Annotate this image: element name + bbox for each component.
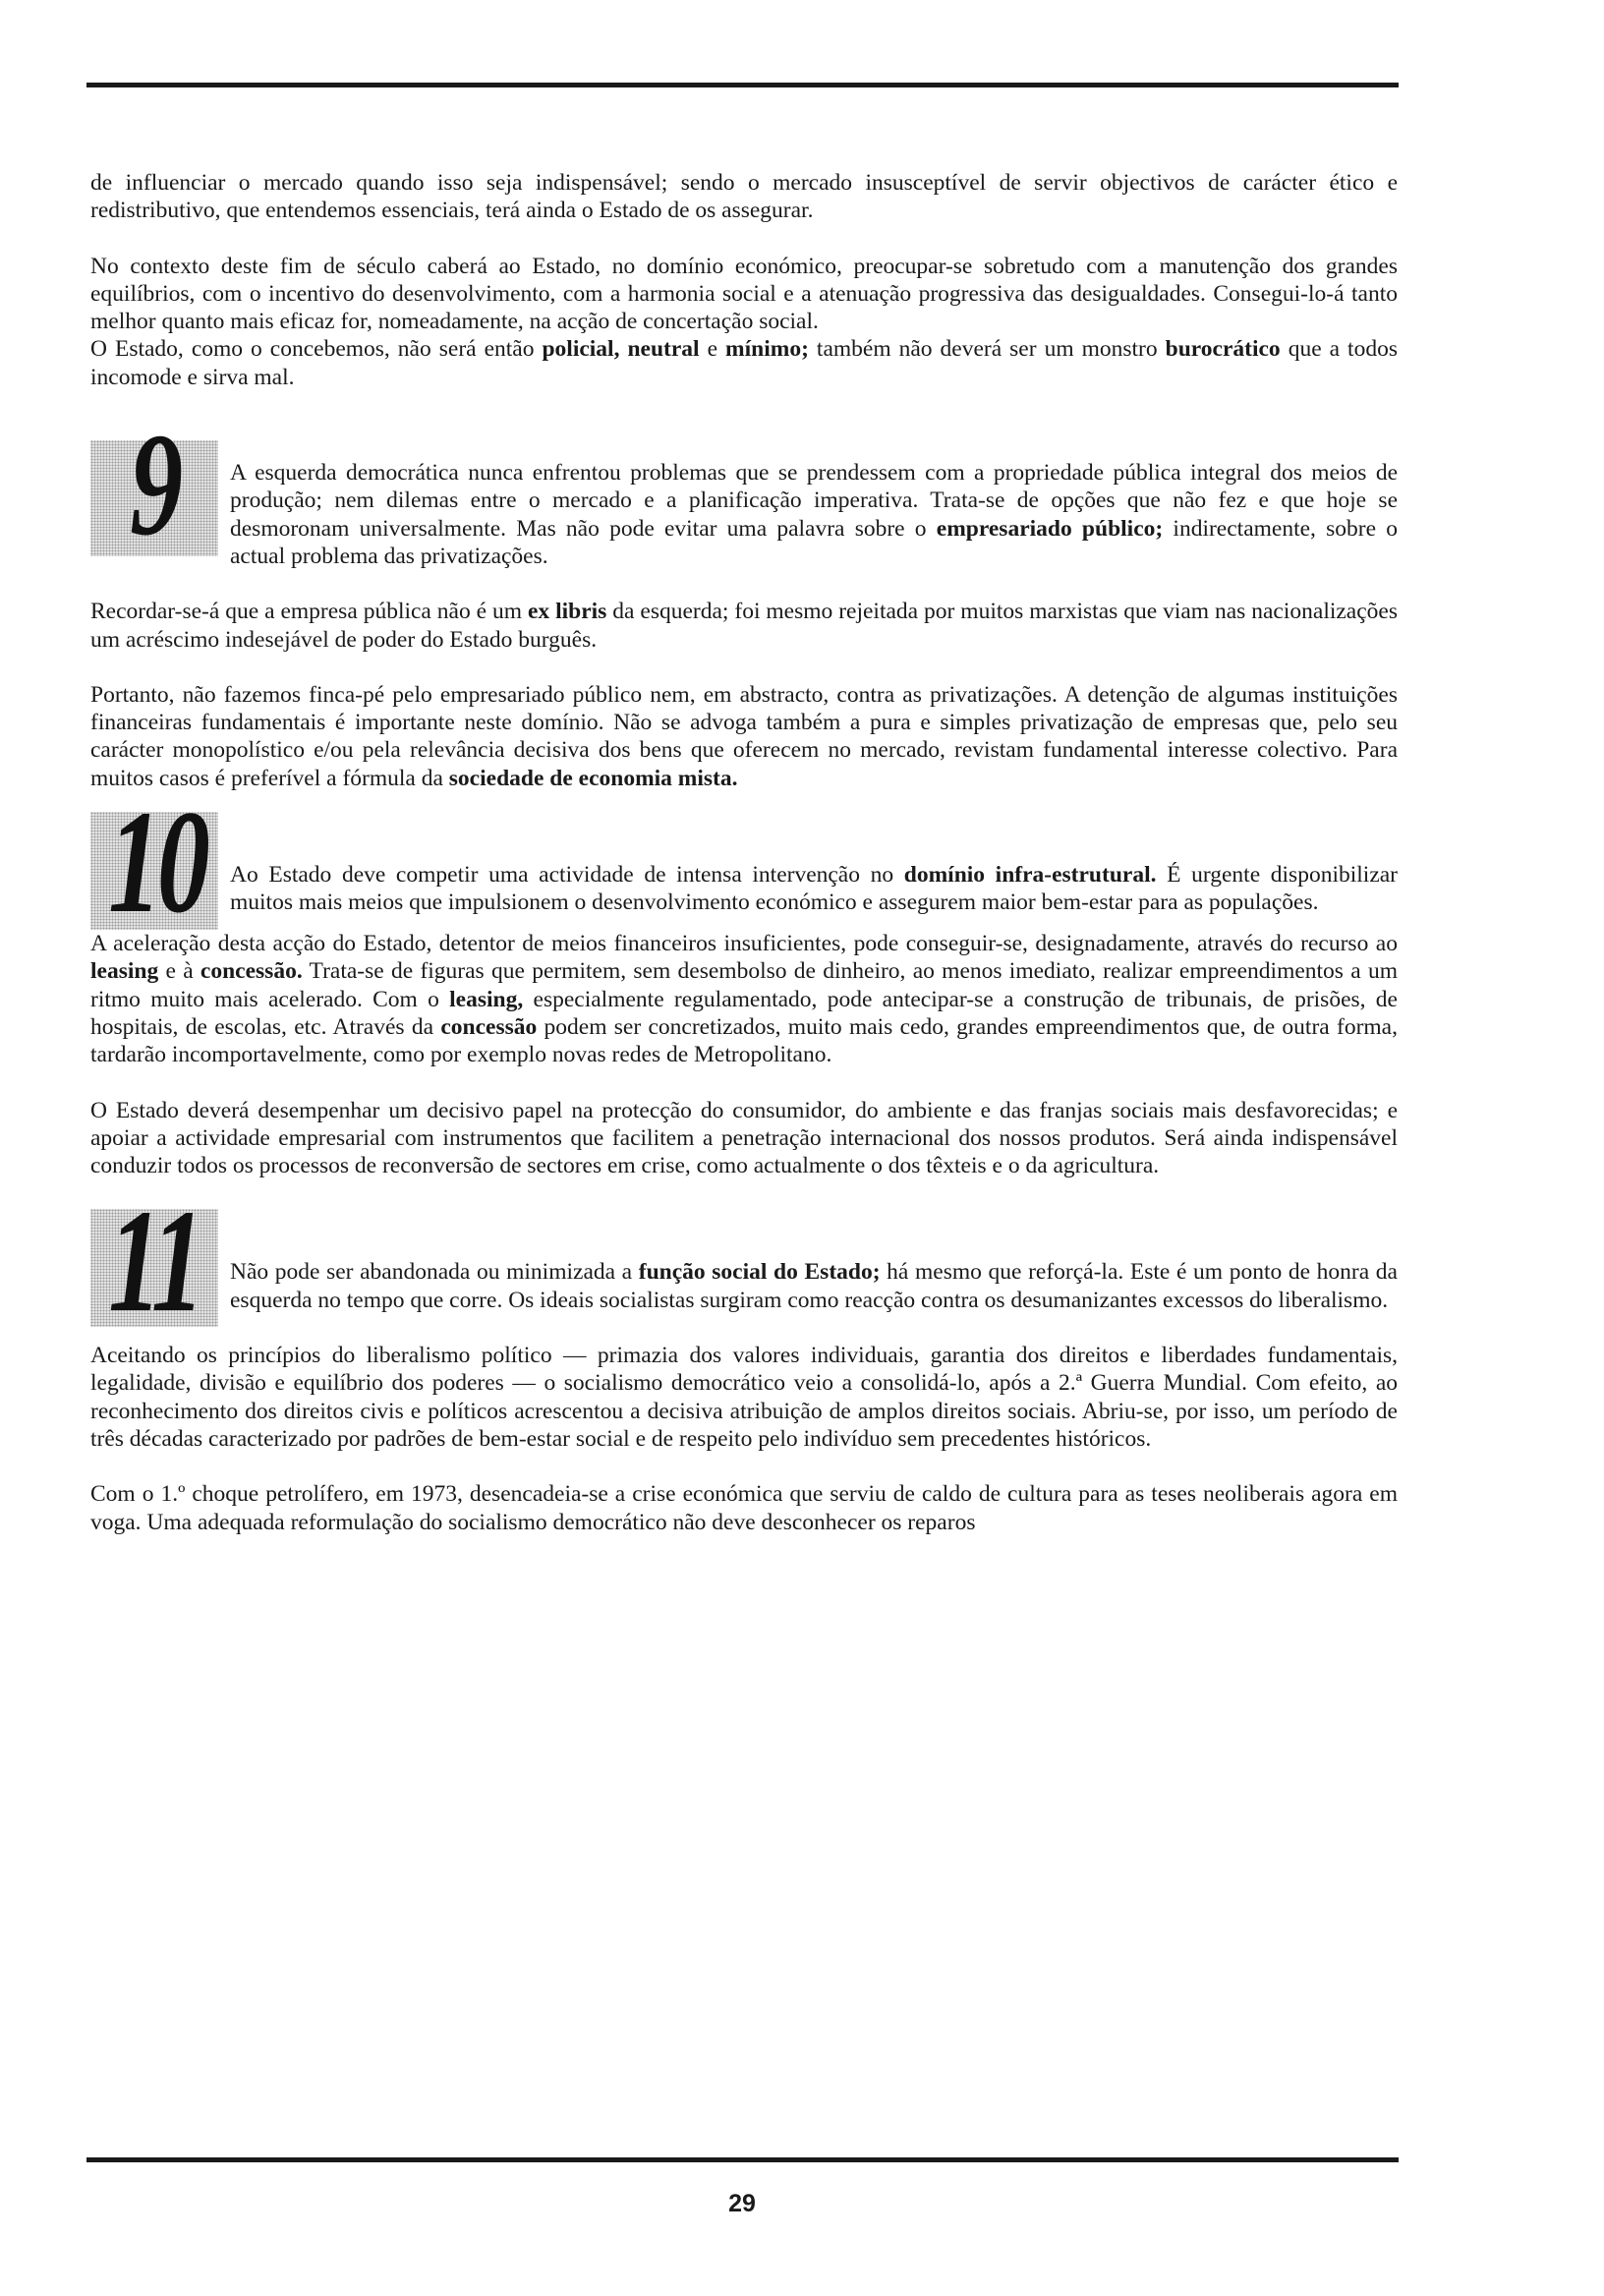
section-number-box: [90, 1179, 218, 1344]
section-10-paragraph-3: O Estado deverá desempenhar um decisivo papel na protecção do consumidor, do ambiente e das franjas sociais mais desfavorecidas; e apoiar a actividade empresarial com instrumentos que facilitem a penetração internacional dos nossos produtos. Será ainda indispensável conduzir todos os processos de reconversão de sectores em crise, como actualmente o dos têxteis e o da agricultura.: [90, 1097, 1398, 1179]
bold-term: sociedade de economia mista.: [448, 765, 738, 791]
bold-term: neutral: [627, 336, 700, 363]
section-11: [90, 1179, 1398, 1535]
text-run: da esquerda; foi mesmo rejeitada por muitos marxistas que viam nas nacionalizações um acréscimo indesejável de poder do Estado burguês.: [90, 599, 1398, 653]
section-11-paragraph-2: Aceitando os princípios do liberalismo político — primazia dos valores individuais, garantia dos direitos e liberdades fundamentais, legalidade, divisão e equilíbrio dos poderes — o socialismo democrático veio a consolidá-lo, após a 2.ª Guerra Mundial. Com efeito, ao reconhecimento dos direitos civis e políticos acrescentou a decisiva atribuição de amplos direitos sociais. Abriu-se, por isso, um período de três décadas caracterizado por padrões de bem-estar social e de respeito pelo indivíduo sem precedentes históricos.: [90, 1343, 1398, 1452]
text-run: Ao Estado deve competir uma actividade de intensa intervenção no: [230, 862, 904, 889]
paragraph-intro-2: [90, 253, 1398, 391]
text-run: podem ser concretizados, muito mais cedo, grandes empreendimentos que, de outra forma, tardarão incomportavelmente, como por exemplo novas redes de Metropolitano.: [90, 1013, 1398, 1068]
bold-term: leasing: [90, 958, 159, 985]
section-9-paragraph-1: [90, 440, 1398, 570]
text-run: A esquerda democrática nunca enfrentou problemas que se prendessem com a propriedade pública integral dos meios de produção; nem dilemas entre o mercado e a planificação imperativa. Trata-se de opções que não fez e que hoje se desmoronam universalmente. Mas não pode evitar uma palavra sobre o: [230, 460, 1398, 542]
bold-term: domínio infra-estrutural.: [903, 862, 1157, 889]
bold-term: concessão.: [200, 958, 303, 985]
bold-term: ex libris: [527, 599, 607, 625]
text-run: que a todos incomode e sirva mal.: [90, 336, 1398, 390]
text-run: há mesmo que reforçá-la. Este é um ponto de honra da esquerda no tempo que corre. Os ideais socialistas surgiram como reacção contra os desumanizantes excessos do liberalismo.: [230, 1259, 1398, 1313]
text-run: especialmente regulamentado, pode antecipar-se a construção de tribunais, de prisões, de hospitais, de escolas, etc. Através da: [90, 986, 1398, 1040]
section-11-paragraph-1: [90, 1209, 1398, 1314]
section-number-box: [90, 403, 218, 567]
section-9-paragraph-2: [90, 598, 1398, 654]
text-run: Recordar-se-á que a empresa pública não é um: [90, 599, 528, 625]
section-9-paragraph-3: [90, 681, 1398, 792]
text-run: Não pode ser abandonada ou minimizada a: [230, 1259, 639, 1286]
paragraph-intro-1: de influenciar o mercado quando isso seja indispensável; sendo o mercado insusceptível de servir objectivos de carácter ético e redistributivo, que entendemos essenciais, terá ainda o Estado de os assegurar.: [90, 170, 1398, 224]
bottom-rule: [86, 2157, 1399, 2162]
section-10-paragraph-2: [90, 930, 1398, 1068]
bold-term: mínimo;: [725, 336, 809, 363]
bold-term: policial,: [542, 336, 620, 363]
text-run: e à: [158, 958, 200, 985]
text-run: É urgente disponibilizar muitos mais meios que impulsionem o desenvolvimento económico e assegurem maior bem-estar para as populações.: [230, 862, 1399, 916]
text-run: Trata-se de figuras que permitem, sem desembolso de dinheiro, ao menos imediato, realizar empreendimentos a um ritmo muito mais acelerado. Com o: [90, 958, 1398, 1012]
text-run: também não deverá ser um monstro: [808, 336, 1166, 363]
section-9: [90, 403, 1398, 792]
page-number: 29: [728, 2190, 756, 2217]
text-run: A aceleração desta acção do Estado, detentor de meios financeiros insuficientes, pode conseguir-se, designadamente, através do recurso ao: [90, 931, 1398, 957]
page-body: [90, 169, 1398, 1536]
section-11-paragraph-3: Com o 1.º choque petrolífero, em 1973, desencadeia-se a crise económica que serviu de caldo de cultura para as teses neoliberais agora em voga. Uma adequada reformulação do socialismo democrático não deve desconhecer os reparos: [90, 1481, 1398, 1535]
bold-term: função social do Estado;: [638, 1259, 881, 1286]
text-run: O Estado, como o concebemos, não será então: [90, 336, 543, 363]
bold-term: leasing,: [449, 986, 524, 1012]
text-run: e: [699, 336, 726, 363]
bold-term: empresariado público;: [936, 515, 1164, 542]
section-number: 10: [108, 780, 206, 945]
section-10-paragraph-1: [90, 812, 1398, 917]
section-number: 9: [130, 403, 179, 567]
text-run: indirectamente, sobre o actual problema das privatizações.: [230, 515, 1398, 569]
paragraph-intro-2-text: No contexto deste fim de século caberá ao Estado, no domínio económico, preocupar-se sobretudo com a manutenção dos grandes equilíbrios, com o incentivo do desenvolvimento, com a harmonia social e a atenuação progressiva das desigualdades. Consegui-lo-á tanto melhor quanto mais eficaz for, nomeadamente, na acção de concertação social.: [90, 253, 1398, 335]
section-number-box: [90, 780, 218, 945]
bold-term: burocrático: [1165, 336, 1281, 363]
bold-term: concessão: [440, 1013, 538, 1040]
text-run: Portanto, não fazemos finca-pé pelo empresariado público nem, em abstracto, contra as privatizações. A detenção de algumas instituições financeiras fundamentais é importante neste domínio. Não se advoga também a pura e simples privatização de empresas que, pelo seu carácter monopolístico e/ou pela relevância decisiva dos bens que oferecem no mercado, revistam fundamental interesse colectivo. Para muitos casos é preferível a fórmula da: [90, 681, 1398, 791]
section-10: [90, 780, 1399, 1179]
section-number: 11: [108, 1179, 200, 1344]
top-rule: [86, 83, 1399, 87]
